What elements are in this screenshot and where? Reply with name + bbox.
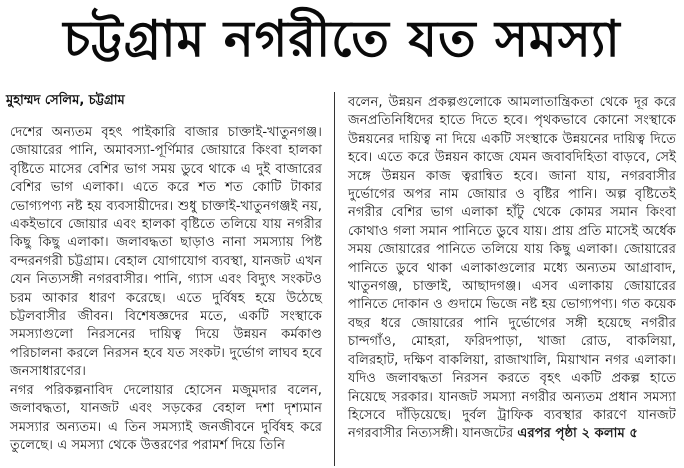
- right-paragraph-1: [348, 94, 676, 444]
- headline: চট্টগ্রাম নগরীতে যত সমস্যা: [63, 10, 621, 68]
- right-paragraph-text: বলেন, উন্নয়ন প্রকল্পগুলোকে আমলাতান্ত্রিকতা থেকে দূর করে জনপ্রতিনিধিদের হাতে দিতে হবে। পৃথকভাবে কোনো সংস্থাকে উন্নয়নের দায়িত্ব না দিয়ে একটি সংস্থাকে উন্নয়নের দায়িত্ব দিতে হবে। এতে করে উন্নয়ন কাজে যেমন জবাবদিহিতা বাড়বে, সেই সঙ্গে উন্নয়ন কাজ ত্বরান্বিত হবে। জানা যায়, নগরবাসীর দুর্ভোগের অপর নাম জোয়ার ও বৃষ্টির পানি। অল্প বৃষ্টিতেই নগরীর বেশির ভাগ এলাকা হাঁটু থেকে কোমর সমান কিংবা কোথাও গলা সমান পানিতে ডুবে যায়। প্রায় প্রতি মাসেই অর্ধেক সময় জোয়ারের পানিতে তলিয়ে যায় কিছু এলাকা। জোয়ারের পানিতে ডুবে থাকা এলাকাগুলোর মধ্যে অন্যতম আগ্রাবাদ, খাতুনগঞ্জ, চাক্তাই, আছাদগঞ্জ। এসব এলাকায় জোয়ারের পানিতে দোকান ও গুদামে ভিজে নষ্ট হয় ভোগ্যপণ্য। গত কয়েক বছর ধরে জোয়ারের পানি দুর্ভোগের সঙ্গী হয়েছে নগরীর চান্দগাঁও, মোহরা, ফরিদপাড়া, খাজা রোড, বাকলিয়া, বলিরহাট, দক্ষিণ বাকলিয়া, রাজাখালি, মিয়াখান নগর এলাকা। যদিও জলাবদ্ধতা নিরসন করতে বৃহৎ একটি প্রকল্প হাতে নিয়েছে সরকার। যানজট সমস্যা নগরীর অন্যতম প্রধান সমস্যা হিসেবে দাঁড়িয়েছে। দুর্বল ট্রাফিক ব্যবস্থার কারণে যানজট নগরবাসীর নিত্যসঙ্গী। যানজটের: [348, 95, 676, 442]
- right-column: [348, 94, 676, 444]
- left-paragraph-1: দেশের অন্যতম বৃহৎ পাইকারি বাজার চাক্তাই-খাতুনগঞ্জ। জোয়ারের পানি, অমাবস্যা-পূর্ণিমার জোয়ারে কিংবা হালকা বৃষ্টিতে মাসের বেশির ভাগ সময় ডুবে থাকে এ দুই বাজারের বেশির ভাগ এলাকা। এতে করে শত শত কোটি টাকার ভোগ্যপণ্য নষ্ট হয় ব্যবসায়ীদের। শুধু চাক্তাই-খাতুনগঞ্জই নয়, একইভাবে জোয়ার এবং হালকা বৃষ্টিতে তলিয়ে যায় নগরীর কিছু কিছু এলাকা। জলাবদ্ধতা ছাড়াও নানা সমস্যায় পিষ্ট বন্দরনগরী চট্টগ্রাম। বেহাল যোগাযোগ ব্যবস্থা, যানজট এখন যেন নিত্যসঙ্গী নগরবাসীর। পানি, গ্যাস এবং বিদ্যুৎ সংকটও চরম আকার ধারণ করেছে। এতে দুর্বিষহ হয়ে উঠেছে চট্টলবাসীর জীবন। বিশেষজ্ঞদের মতে, একটি সংস্থাকে সমস্যাগুলো নিরসনের দায়িত্ব দিয়ে উন্নয়ন কর্মকাণ্ড পরিচালনা করলে নিরসন হবে যত সংকট। দুর্ভোগ লাঘব হবে জনসাধারণের।: [10, 125, 322, 380]
- left-paragraph-2: নগর পরিকল্পনাবিদ দেলোয়ার হোসেন মজুমদার বলেন, জলাবদ্ধতা, যানজট এবং সড়কের বেহাল দশা দৃশ্যমান সমস্যার অন্যতম। এ তিন সমস্যাই জনজীবনে দুর্বিষহ করে তুলেছে। এ সমস্যা থেকে উত্তরণের পরামর্শ দিয়ে তিনি: [10, 382, 322, 453]
- byline: মুহাম্মদ সেলিম, চট্টগ্রাম: [6, 93, 125, 108]
- jump-line: এরপর পৃষ্ঠা ২ কলাম ৫: [517, 426, 638, 442]
- column-divider: [334, 92, 335, 466]
- left-column: [10, 124, 322, 455]
